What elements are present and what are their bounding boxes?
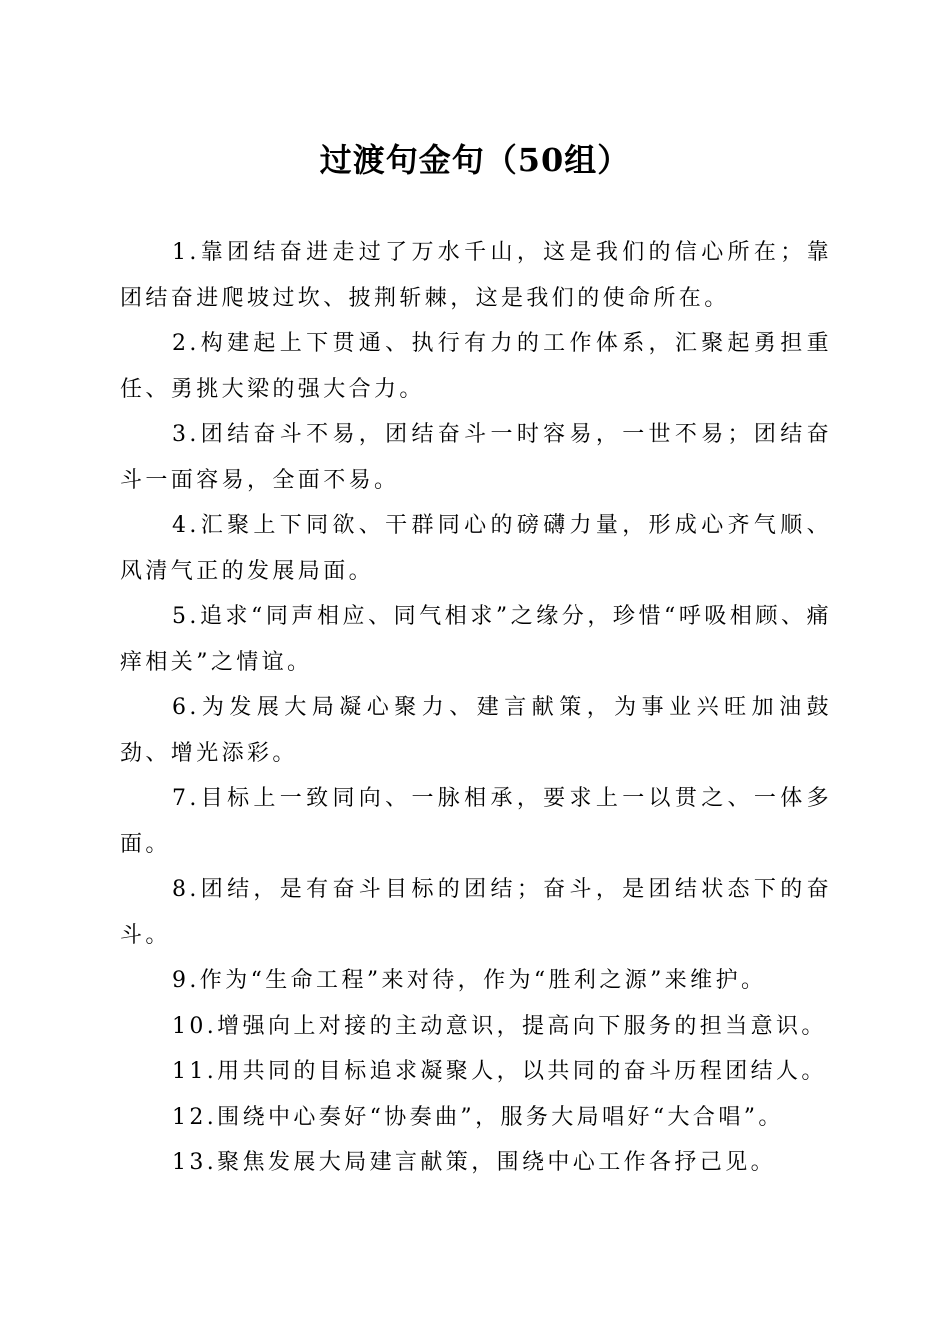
document-title: 过渡句金句（50组）: [319, 141, 631, 179]
paragraph-12: 12.围绕中心奏好“协奏曲”，服务大局唱好“大合唱”。: [172, 1104, 784, 1130]
document-body: [120, 230, 832, 1186]
paragraph-3: 3.团结奋斗不易，团结奋斗一时容易，一世不易；团结奋斗一面容易，全面不易。: [120, 422, 832, 493]
paragraph-9: 9.作为“生命工程”来对待，作为“胜利之源”来维护。: [172, 968, 767, 993]
paragraph-13: 13.聚焦发展大局建言献策，围绕中心工作各抒己见。: [172, 1150, 776, 1175]
paragraph-10: 10.增强向上对接的主动意识，提高向下服务的担当意识。: [172, 1013, 827, 1039]
paragraph-7: 7.目标上一致同向、一脉相承，要求上一以贯之、一体多面。: [120, 786, 832, 857]
paragraph-6: 6.为发展大局凝心聚力、建言献策，为事业兴旺加油鼓劲、增光添彩。: [120, 695, 832, 766]
paragraph-1: 1.靠团结奋进走过了万水千山，这是我们的信心所在；靠团结奋进爬坡过坎、披荆斩棘，这是我们的使命所在。: [120, 240, 832, 311]
paragraph-5: 5.追求“同声相应、同气相求”之缘分，珍惜“呼吸相顾、痛痒相关”之情谊。: [120, 604, 832, 675]
paragraph-2: 2.构建起上下贯通、执行有力的工作体系，汇聚起勇担重任、勇挑大梁的强大合力。: [120, 331, 832, 402]
paragraph-8: 8.团结，是有奋斗目标的团结；奋斗，是团结状态下的奋斗。: [120, 877, 832, 948]
paragraph-4: 4.汇聚上下同欲、干群同心的磅礴力量，形成心齐气顺、风清气正的发展局面。: [120, 513, 832, 584]
paragraph-11: 11.用共同的目标追求凝聚人，以共同的奋斗历程团结人。: [172, 1059, 827, 1084]
